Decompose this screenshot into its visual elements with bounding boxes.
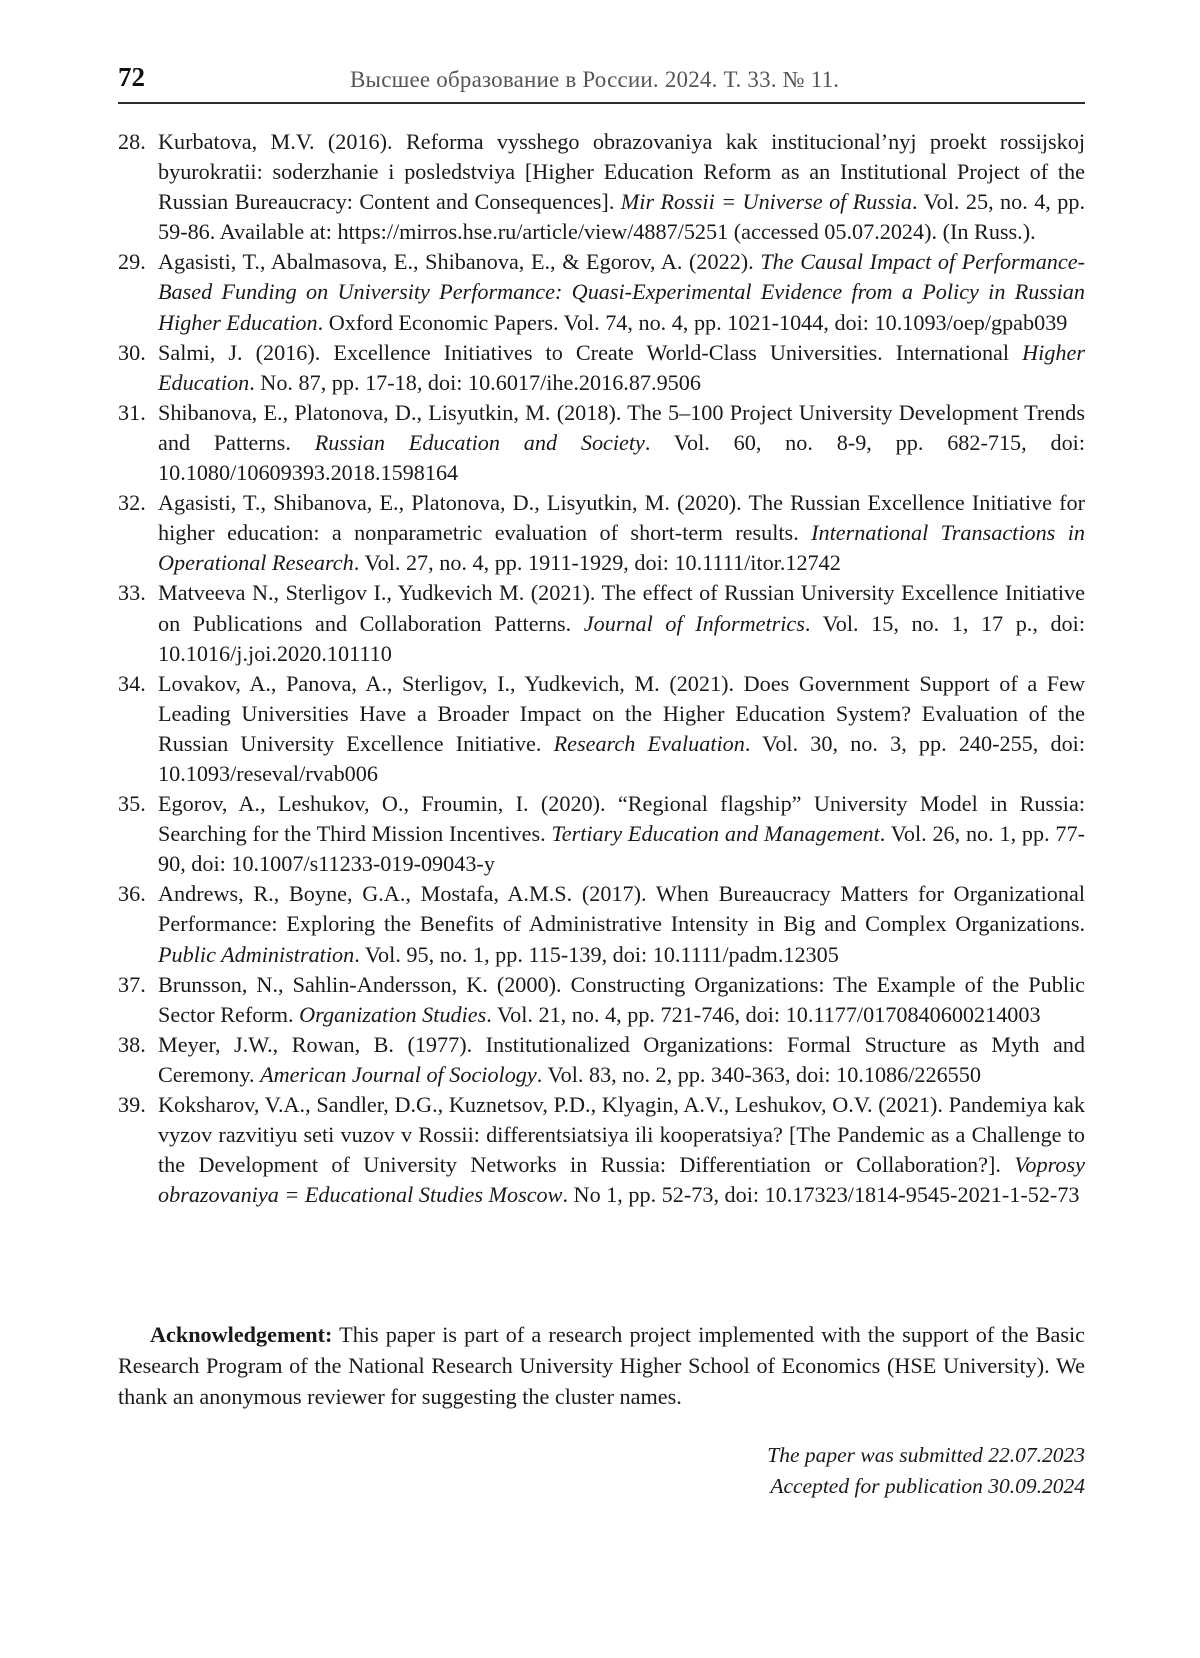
acknowledgement-label: Acknowledgement:: [150, 1322, 333, 1347]
reference-number: 37.: [118, 971, 146, 997]
reference-list: [118, 127, 1085, 1210]
reference-number: 36.: [118, 881, 146, 907]
reference-text: Koksharov, V.A., Sandler, D.G., Kuznetsov, P.D., Klyagin, A.V., Leshukov, O.V. (2021). Pandemiya kak vyzov razvitiyu seti vuzov v Rossii: differentsiatsiya ili kooperatsiya? [The Pandemic as a Challenge to the Development of University Networks in Russia: Differentiation or Collaboration?].: [158, 1092, 1085, 1178]
reference-details: . Vol. 21, no. 4, pp. 721-746, doi: 10.1177/0170840600214003: [486, 1001, 1041, 1027]
reference-text: Andrews, R., Boyne, G.A., Mostafa, A.M.S. (2017). When Bureaucracy Matters for Organizational Performance: Exploring the Benefits of Administrative Intensity in Big and Complex Organizations.: [158, 881, 1085, 937]
reference-text: Agasisti, T., Shibanova, E., Platonova, D., Lisyutkin, M. (2020). The Russian Excellence Initiative for higher education: a nonparametric evaluation of short-term results.: [158, 490, 1085, 546]
reference-number: 29.: [118, 249, 146, 275]
reference-text: Shibanova, E., Platonova, D., Lisyutkin, M. (2018). The 5–100 Project University Development Trends and Patterns.: [158, 399, 1085, 455]
reference-number: 33.: [118, 580, 146, 606]
reference-source-title: Tertiary Education and Management: [551, 821, 880, 847]
reference-text: Egorov, A., Leshukov, O., Froumin, I. (2020). “Regional flagship” University Model in Russia: Searching for the Third Mission Incentives.: [158, 791, 1085, 847]
reference-source-title: International Transactions in Operational Research: [158, 520, 1085, 576]
acknowledgement-paragraph: [118, 1319, 1085, 1412]
reference-source-title: Russian Education and Society: [314, 429, 645, 455]
reference-details: . Vol. 25, no. 4, pp. 59-86. Available at: https://mirros.hse.ru/article/view/4887/5251 (accessed 05.07.2024). (In Russ.).: [158, 189, 1085, 245]
reference-text: Brunsson, N., Sahlin-Andersson, K. (2000). Constructing Organizations: The Example of the Public Sector Reform.: [158, 971, 1085, 1027]
reference-details: . Vol. 60, no. 8-9, pp. 682-715, doi: 10.1080/10609393.2018.1598164: [158, 429, 1086, 486]
reference-number: 38.: [118, 1031, 146, 1057]
reference-item: [118, 1090, 1085, 1210]
reference-number: 35.: [118, 791, 146, 817]
reference-number: 34.: [118, 670, 146, 696]
reference-item: [118, 127, 1085, 247]
acknowledgement-text: This paper is part of a research project implemented with the support of the Basic Research Program of the National Research University Higher School of Economics (HSE University). We thank an anonymous reviewer for suggesting the cluster names.: [118, 1322, 1085, 1409]
reference-item: [118, 398, 1085, 488]
reference-details: . No. 87, pp. 17-18, doi: 10.6017/ihe.2016.87.9506: [249, 369, 701, 395]
reference-number: 30.: [118, 339, 146, 365]
journal-running-title: Высшее образование в России. 2024. Т. 33. № 11.: [350, 67, 840, 92]
reference-source-title: Research Evaluation: [553, 730, 745, 756]
reference-number: 39.: [118, 1092, 146, 1117]
reference-source-title: Higher Education: [158, 339, 1085, 395]
reference-source-title: Mir Rossii = Universe of Russia: [620, 189, 912, 215]
reference-item: [118, 970, 1085, 1030]
reference-number: 28.: [118, 129, 146, 154]
reference-text: Meyer, J.W., Rowan, B. (1977). Institutionalized Organizations: Formal Structure as Myth and Ceremony.: [158, 1031, 1085, 1087]
reference-item: [118, 669, 1085, 789]
page-number: 72: [118, 62, 145, 92]
reference-item: [118, 879, 1085, 969]
reference-details: . Vol. 26, no. 1, pp. 77-90, doi: 10.1007/s11233-019-09043-y: [158, 821, 1085, 877]
reference-item: [118, 338, 1085, 398]
reference-details: . Vol. 30, no. 3, pp. 240-255, doi: 10.1093/reseval/rvab006: [158, 730, 1085, 786]
reference-item: [118, 247, 1085, 337]
reference-details: . Vol. 15, no. 1, 17 p., doi: 10.1016/j.joi.2020.101110: [158, 610, 1085, 666]
reference-item: [118, 578, 1085, 668]
reference-number: 31.: [118, 399, 146, 425]
reference-details: . Vol. 83, no. 2, pp. 340-363, doi: 10.1086/226550: [536, 1061, 981, 1087]
reference-source-title: American Journal of Sociology: [260, 1061, 537, 1087]
reference-details: . No 1, pp. 52-73, doi: 10.17323/1814-9545-2021-1-52-73: [562, 1182, 1080, 1208]
reference-item: [118, 1030, 1085, 1090]
reference-source-title: Voprosy obrazovaniya = Educational Studies Moscow: [158, 1152, 1085, 1208]
reference-source-title: Journal of Informetrics: [583, 610, 805, 636]
reference-text: Lovakov, A., Panova, A., Sterligov, I., Yudkevich, M. (2021). Does Government Support of a Few Leading Universities Have a Broader Impact on the Higher Education System? Evaluation of the Russian University Excellence Initiative.: [158, 670, 1085, 756]
page-header: [118, 56, 1085, 104]
reference-source-title: Public Administration: [158, 941, 355, 967]
reference-item: [118, 488, 1085, 578]
reference-text: Kurbatova, M.V. (2016). Reforma vysshego obrazovaniya kak institucional’nyj proekt rossijskoj byurokratii: soderzhanie i posledstviya [Higher Education Reform as an Institutional Project of the Russian Bureaucracy: Content and Consequences].: [158, 129, 1085, 215]
reference-item: [118, 789, 1085, 879]
submitted-date: The paper was submitted 22.07.2023: [767, 1443, 1085, 1467]
reference-details: . Oxford Economic Papers. Vol. 74, no. 4, pp. 1021-1044, doi: 10.1093/oep/gpab039: [317, 309, 1068, 335]
reference-text: Agasisti, T., Abalmasova, E., Shibanova, E., & Egorov, A. (2022).: [158, 249, 761, 275]
reference-text: Salmi, J. (2016). Excellence Initiatives to Create World-Class Universities. International: [158, 339, 1023, 365]
reference-details: . Vol. 95, no. 1, pp. 115-139, doi: 10.1111/padm.12305: [354, 941, 839, 967]
submission-dates: [485, 1440, 1085, 1502]
reference-source-title: The Causal Impact of Performance-Based Funding on University Performance: Quasi-Experimental Evidence from a Policy in Russian Higher Education: [158, 249, 1085, 335]
reference-text: Matveeva N., Sterligov I., Yudkevich M. (2021). The effect of Russian University Excellence Initiative on Publications and Collaboration Patterns.: [158, 580, 1085, 636]
reference-number: 32.: [118, 490, 146, 516]
reference-details: . Vol. 27, no. 4, pp. 1911-1929, doi: 10.1111/itor.12742: [353, 550, 841, 576]
reference-source-title: Organization Studies: [299, 1001, 487, 1027]
accepted-date: Accepted for publication 30.09.2024: [770, 1474, 1085, 1498]
